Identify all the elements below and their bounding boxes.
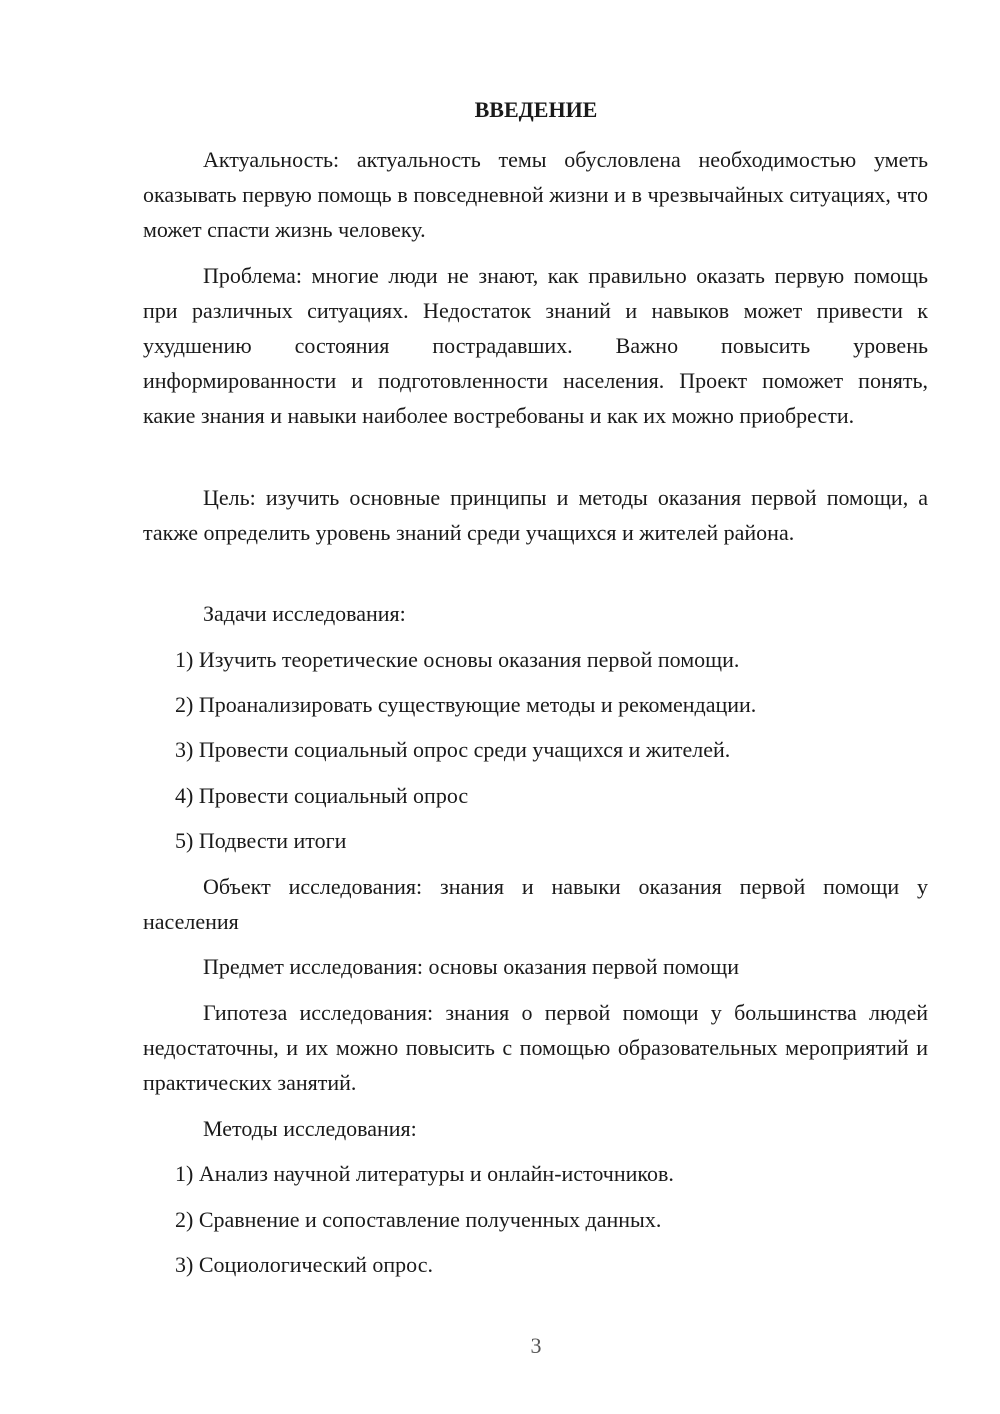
- subject-paragraph: Предмет исследования: основы оказания первой помощи: [203, 954, 739, 979]
- method-item: 2) Сравнение и сопоставление полученных данных.: [175, 1207, 662, 1232]
- method-item: 3) Социологический опрос.: [175, 1252, 433, 1277]
- task-item: 1) Изучить теоретические основы оказания первой помощи.: [175, 647, 740, 672]
- methods-heading: Методы исследования:: [203, 1116, 417, 1141]
- hypothesis-paragraph: Гипотеза исследования: знания о первой помощи у большинства людей недостаточны, и их можно повысить с помощью образовательных мероприятий и практических занятий.: [143, 1000, 928, 1095]
- goal-paragraph: Цель: изучить основные принципы и методы оказания первой помощи, а также определить уровень знаний среди учащихся и жителей района.: [143, 485, 928, 545]
- page-number: 3: [530, 1333, 542, 1358]
- section-heading: ВВЕДЕНИЕ: [474, 97, 598, 122]
- task-item: 2) Проанализировать существующие методы и рекомендации.: [175, 692, 757, 717]
- problem-paragraph: Проблема: многие люди не знают, как правильно оказать первую помощь при различных ситуациях. Недостаток знаний и навыков может привести к ухудшению состояния пострадавших. Важно повысить уровень информированности и подготовленности населения. Проект поможет понять, какие знания и навыки наиболее востребованы и как их можно приобрести.: [143, 263, 928, 428]
- method-item: 1) Анализ научной литературы и онлайн-источников.: [175, 1161, 674, 1186]
- relevance-paragraph: Актуальность: актуальность темы обусловлена необходимостью уметь оказывать первую помощь в повседневной жизни и в чрезвычайных ситуациях, что может спасти жизнь человеку.: [143, 147, 928, 242]
- task-item: 4) Провести социальный опрос: [175, 783, 469, 808]
- task-item: 3) Провести социальный опрос среди учащихся и жителей.: [175, 737, 731, 762]
- task-item: 5) Подвести итоги: [175, 828, 347, 853]
- tasks-heading: Задачи исследования:: [203, 601, 406, 626]
- object-paragraph: Объект исследования: знания и навыки оказания первой помощи у населения: [143, 874, 928, 934]
